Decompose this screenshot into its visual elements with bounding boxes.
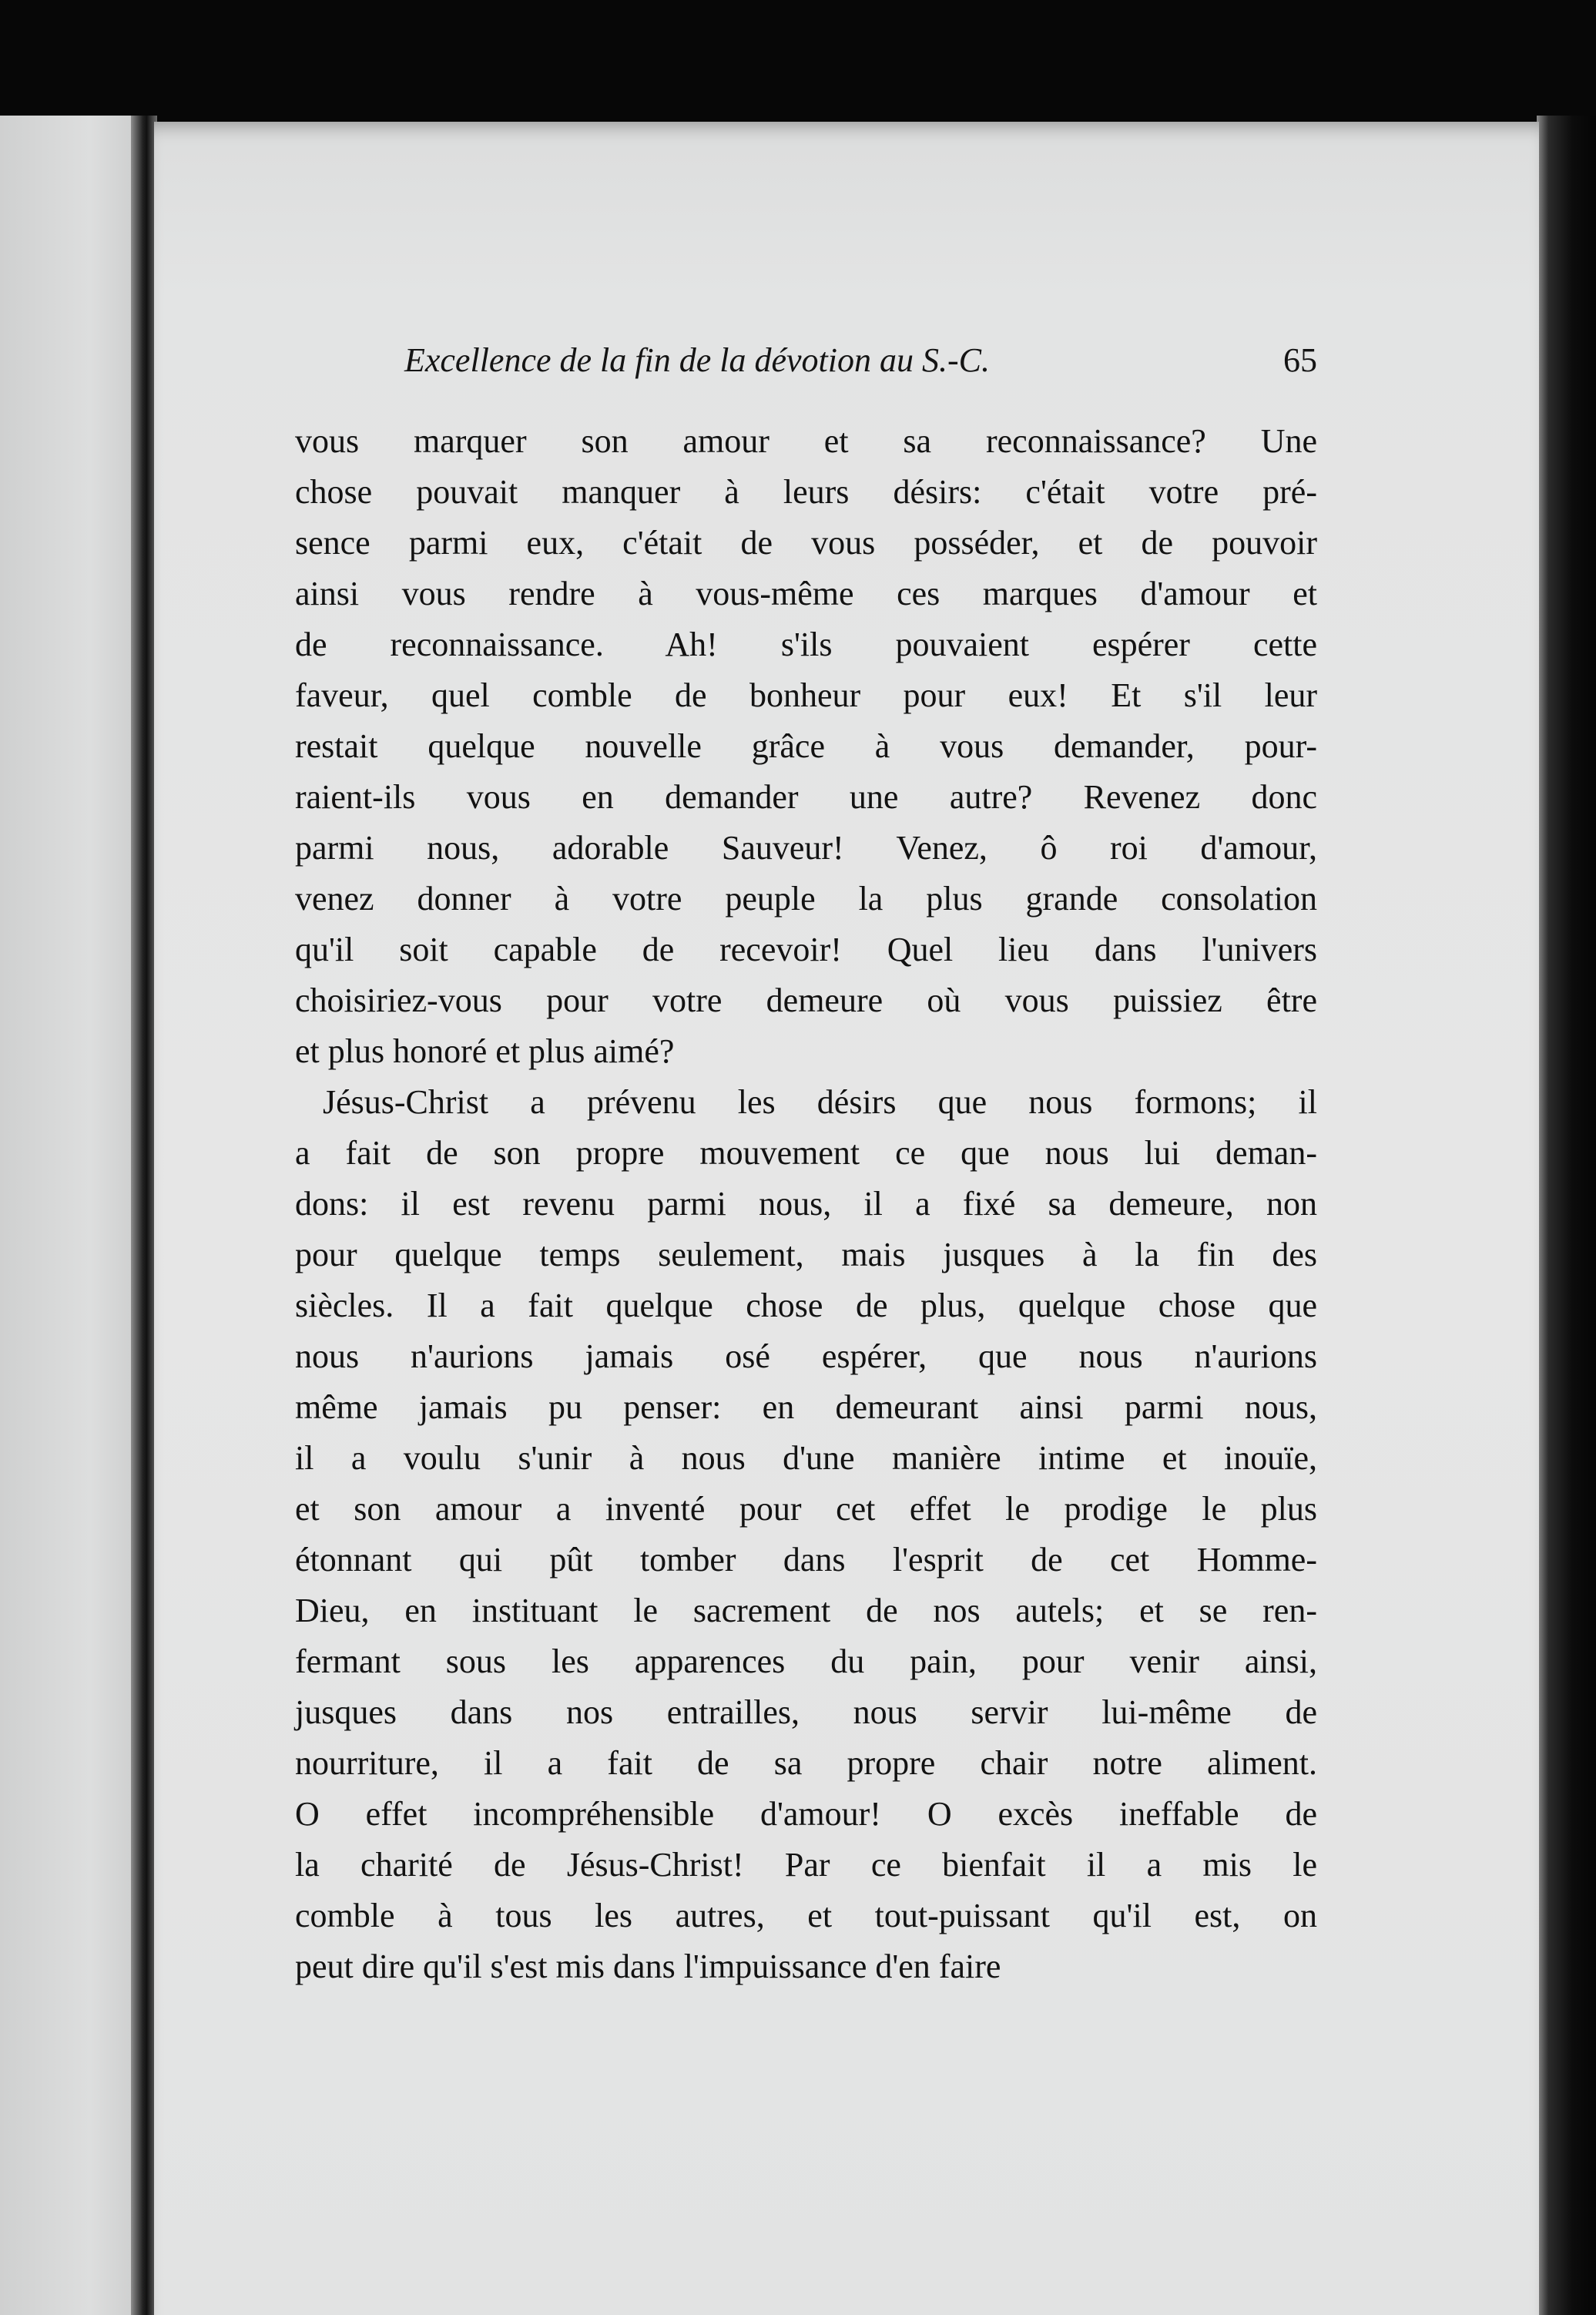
- text-line: a fait de son propre mouvement ce que nous lui deman-: [295, 1134, 1317, 1172]
- text-line: sence parmi eux, c'était de vous posséder, et de pouvoir: [295, 524, 1317, 562]
- text-line: comble à tous les autres, et tout-puissant qu'il est, on: [295, 1897, 1317, 1934]
- running-header: [404, 337, 1317, 384]
- text-line: et son amour a inventé pour cet effet le prodige le plus: [295, 1490, 1317, 1528]
- text-line: jusques dans nos entrailles, nous servir lui-même de: [295, 1693, 1317, 1731]
- text-line: O effet incompréhensible d'amour! O excès ineffable de: [295, 1795, 1317, 1833]
- text-line: choisiriez-vous pour votre demeure où vous puissiez être: [295, 981, 1317, 1019]
- text-line: pour quelque temps seulement, mais jusques à la fin des: [295, 1236, 1317, 1273]
- text-line: peut dire qu'il s'est mis dans l'impuissance d'en faire: [295, 1948, 1001, 1985]
- text-line: qu'il soit capable de recevoir! Quel lieu dans l'univers: [295, 931, 1317, 968]
- page-edge-shadow: [1537, 116, 1596, 2315]
- text-line: chose pouvait manquer à leurs désirs: c'était votre pré-: [295, 473, 1317, 511]
- text-line: étonnant qui pût tomber dans l'esprit de cet Homme-: [295, 1541, 1317, 1579]
- text-line: siècles. Il a fait quelque chose de plus, quelque chose que: [295, 1287, 1317, 1324]
- scan-background: [0, 0, 1596, 123]
- running-title: Excellence de la fin de la dévotion au S.-C.: [404, 341, 990, 379]
- facing-page-edge: [0, 116, 150, 2315]
- text-line: venez donner à votre peuple la plus grande consolation: [295, 880, 1317, 918]
- text-line: il a voulu s'unir à nous d'une manière intime et inouïe,: [295, 1439, 1317, 1477]
- text-line: raient-ils vous en demander une autre? Revenez donc: [295, 778, 1317, 816]
- text-line: ainsi vous rendre à vous-même ces marques d'amour et: [295, 575, 1317, 612]
- text-line: faveur, quel comble de bonheur pour eux! Et s'il leur: [295, 676, 1317, 714]
- paragraph: [295, 416, 1317, 1077]
- text-line: vous marquer son amour et sa reconnaissance? Une: [295, 422, 1317, 460]
- page-body: [295, 416, 1317, 1992]
- text-line: nourriture, il a fait de sa propre chair notre aliment.: [295, 1744, 1317, 1782]
- book-gutter: [131, 116, 157, 2315]
- text-line: dons: il est revenu parmi nous, il a fixé sa demeure, non: [295, 1185, 1317, 1223]
- paragraph: [295, 1077, 1317, 1992]
- text-line: parmi nous, adorable Sauveur! Venez, ô roi d'amour,: [295, 829, 1317, 867]
- text-line: de reconnaissance. Ah! s'ils pouvaient espérer cette: [295, 626, 1317, 663]
- text-line: Jésus-Christ a prévenu les désirs que nous formons; il: [323, 1083, 1317, 1121]
- text-line: et plus honoré et plus aimé?: [295, 1032, 675, 1070]
- text-line: même jamais pu penser: en demeurant ainsi parmi nous,: [295, 1388, 1317, 1426]
- text-line: restait quelque nouvelle grâce à vous demander, pour-: [295, 727, 1317, 765]
- text-line: la charité de Jésus-Christ! Par ce bienfait il a mis le: [295, 1846, 1317, 1884]
- text-line: Dieu, en instituant le sacrement de nos autels; et se ren-: [295, 1592, 1317, 1629]
- page-number: 65: [1283, 341, 1317, 379]
- text-line: nous n'aurions jamais osé espérer, que nous n'aurions: [295, 1337, 1317, 1375]
- text-line: fermant sous les apparences du pain, pour venir ainsi,: [295, 1642, 1317, 1680]
